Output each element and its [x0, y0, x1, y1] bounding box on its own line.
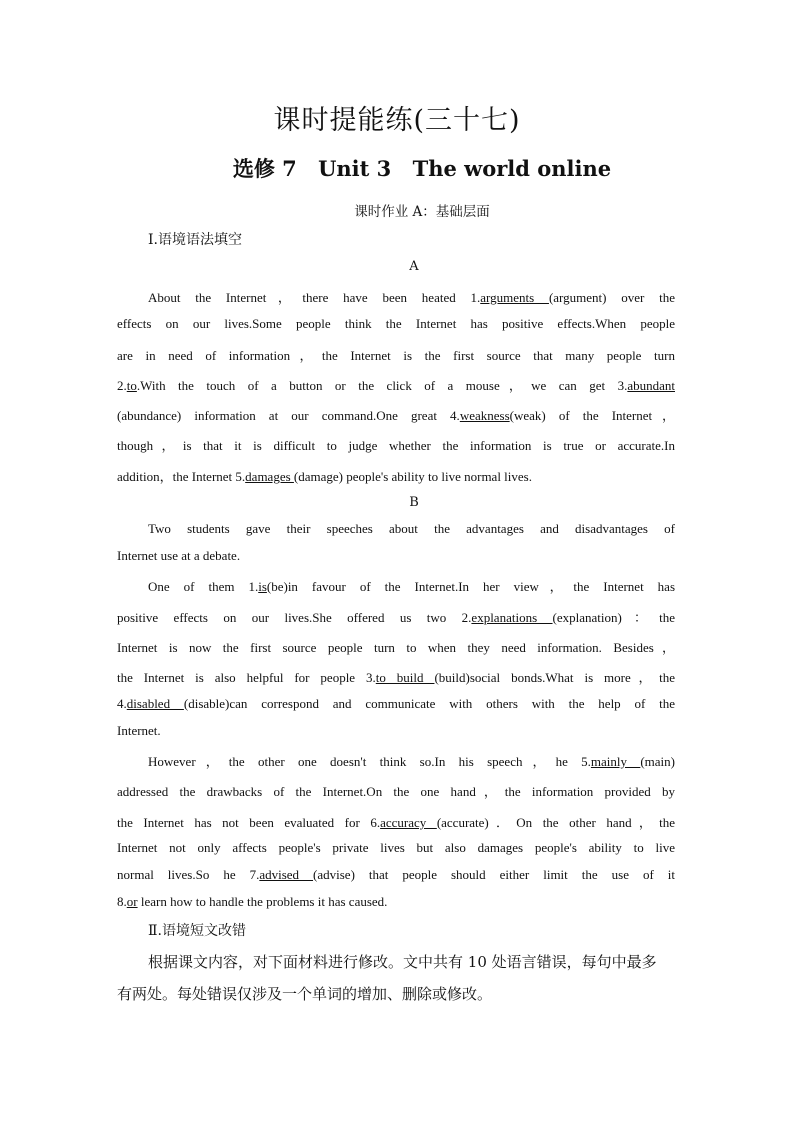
page-title: 课时提能练(三十七) [273, 105, 521, 136]
paragraph-line: 2.to.With the touch of a button or the click of a mouse，we can get 3.abundant [117, 378, 675, 393]
part-a-label: A [409, 259, 419, 274]
answer-blank: to build [375, 670, 435, 685]
answer-blank: damages [245, 469, 294, 484]
paragraph-line: the Internet is also helpful for people 3.to build (build)social bonds.What is more，the [117, 670, 675, 685]
task-heading: 课时作业 A：基础层面 [354, 204, 490, 220]
paragraph-line: Two students gave their speeches about the advantages and disadvantages of [148, 521, 675, 536]
section-heading-2: Ⅱ.语境短文改错 [148, 923, 246, 939]
paragraph-line: However，the other one doesn't think so.In his speech，he 5.mainly (main) [148, 754, 675, 769]
answer-blank: advised [259, 867, 314, 882]
answer-blank: weakness [459, 408, 510, 423]
answer-blank: to [126, 378, 137, 393]
paragraph-line: Internet. [117, 723, 161, 738]
paragraph-line: positive effects on our lives.She offered us two 2.explanations (explanation)：the [117, 610, 675, 625]
paragraph-line: effects on our lives.Some people think the Internet has positive effects.When people [117, 316, 675, 331]
paragraph-line: the Internet has not been evaluated for 6.accuracy (accurate)．On the other hand，the [117, 815, 675, 830]
paragraph-line: (abundance) information at our command.One great 4.weakness(weak) of the Internet， [117, 408, 675, 423]
paragraph-line: though，is that it is difficult to judge whether the information is true or accurate.In [117, 438, 675, 453]
answer-blank: is [258, 579, 267, 594]
paragraph-line: About the Internet，there have been heated 1.arguments (argument) over the [148, 290, 676, 305]
paragraph-line: normal lives.So he 7.advised (advise) that people should either limit the use of it [117, 867, 675, 882]
part-b-label: B [409, 495, 419, 510]
paragraph-line: Internet is now the first source people turn to when they need information. Besides， [117, 640, 675, 655]
module-label: 选修 7 [232, 156, 297, 181]
paragraph-line: addressed the drawbacks of the Internet.On the one hand，the information provided by [117, 784, 675, 799]
paragraph-line: 8.or learn how to handle the problems it has caused. [117, 894, 388, 909]
paragraph-line: Internet not only affects people's private lives but also damages people's ability to live [117, 840, 675, 855]
paragraph-line: Internet use at a debate. [117, 548, 241, 563]
paragraph-line: 4.disabled (disable)can correspond and communicate with others with the help of the [117, 696, 676, 711]
instruction-line: 根据课文内容，对下面材料进行修改。文中共有 10 处语言错误，每句中最多 [148, 953, 657, 971]
answer-blank: disabled [126, 696, 184, 711]
lesson-subtitle [0, 153, 794, 183]
paragraph-line: One of them 1.is(be)in favour of the Internet.In her view，the Internet has [148, 579, 676, 594]
answer-blank: accuracy [380, 815, 437, 830]
paragraph-line: are in need of information，the Internet is the first source that many people turn [117, 348, 675, 363]
answer-blank: or [126, 894, 138, 909]
answer-blank: arguments [480, 290, 549, 305]
answer-blank: mainly [590, 754, 641, 769]
instruction-line: 有两处。每处错误仅涉及一个单词的增加、删除或修改。 [117, 985, 493, 1003]
answer-blank: explanations [471, 610, 553, 625]
topic-label: The world online [412, 156, 612, 181]
section-heading-1: Ⅰ.语境语法填空 [148, 232, 242, 248]
answer-blank: abundant [627, 378, 675, 393]
unit-label: Unit 3 [318, 156, 392, 181]
paragraph-line: addition，the Internet 5.damages (damage) people's ability to live normal lives. [117, 469, 532, 484]
